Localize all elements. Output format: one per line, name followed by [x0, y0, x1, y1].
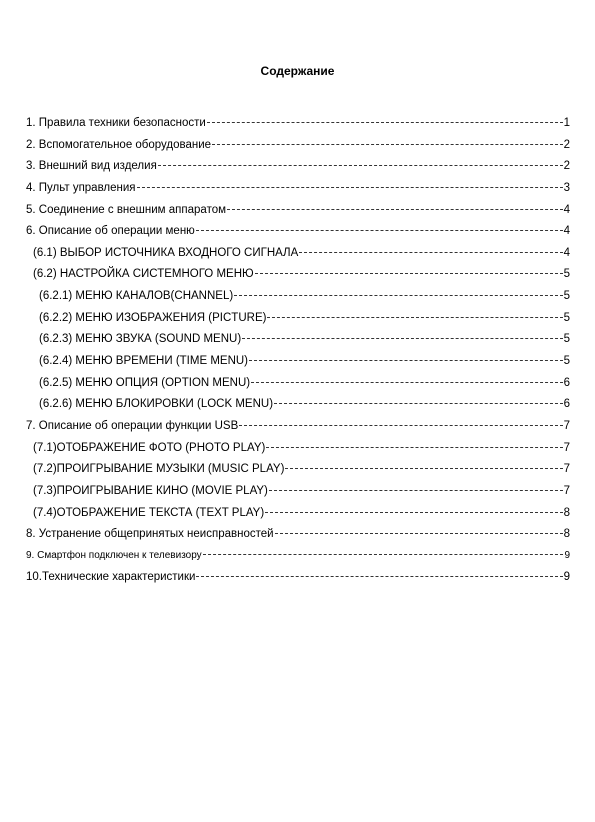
toc-entry[interactable]	[26, 181, 570, 203]
toc-entry[interactable]	[26, 224, 570, 246]
toc-entry-label: 1. Правила техники безопасности	[26, 117, 206, 129]
toc-leader-line	[275, 533, 563, 534]
toc-entry-page-number: 4	[563, 203, 570, 216]
toc-entry-page-number: 5	[563, 268, 570, 281]
toc-entry-page-number: 5	[563, 290, 570, 303]
toc-entry-page-number: 2	[563, 160, 570, 173]
toc-entry-label: 10.Технические характеристики	[26, 571, 196, 584]
toc-entry-page-number: 9	[564, 549, 570, 561]
toc-entry-page-number: 8	[563, 528, 570, 541]
toc-leader-line	[196, 576, 562, 577]
toc-entry[interactable]	[26, 116, 570, 138]
toc-leader-line	[299, 252, 562, 253]
toc-entry-label: 6. Описание об операции меню	[26, 225, 195, 238]
toc-leader-line	[203, 554, 563, 555]
toc-entry-page-number: 8	[563, 506, 570, 519]
toc-leader-line	[255, 273, 563, 274]
toc-leader-line	[239, 425, 562, 426]
toc-leader-line	[251, 382, 563, 383]
toc-entry-label: 5. Соединение с внешним аппаратом	[26, 203, 227, 216]
toc-entry-label: 7. Описание об операции функции USB	[26, 419, 239, 432]
toc-entry-page-number: 5	[563, 333, 570, 346]
toc-entry-page-number: 7	[563, 441, 570, 454]
toc-leader-line	[234, 295, 562, 296]
toc-entry-label: 8. Устранение общепринятых неисправностей	[26, 528, 274, 541]
toc-entry[interactable]	[26, 484, 570, 506]
toc-leader-line	[274, 403, 563, 404]
toc-leader-line	[265, 512, 562, 513]
toc-entry[interactable]	[26, 203, 570, 225]
toc-entry[interactable]	[26, 506, 570, 528]
toc-entry-label: (7.4)ОТОБРАЖЕНИЕ ТЕКСТА (TEXT PLAY)	[33, 506, 265, 519]
toc-entry-label: (6.2) НАСТРОЙКА СИСТЕМНОГО МЕНЮ	[33, 268, 254, 281]
toc-entry-page-number: 7	[563, 463, 570, 476]
toc-entry-label: (7.2)ПРОИГРЫВАНИЕ МУЗЫКИ (MUSIC PLAY)	[33, 463, 285, 476]
toc-entry[interactable]	[26, 332, 570, 354]
toc-entry-page-number: 3	[563, 181, 570, 194]
toc-leader-line	[207, 122, 563, 123]
toc-entry[interactable]	[26, 397, 570, 419]
toc-entry-label: 9. Смартфон подключен к телевизору	[26, 549, 202, 561]
toc-leader-line	[267, 317, 562, 318]
toc-entry-label: (6.1) ВЫБОР ИСТОЧНИКА ВХОДНОГО СИГНАЛА	[33, 246, 299, 259]
toc-entry-label: (6.2.6) МЕНЮ БЛОКИРОВКИ (LOCK MENU)	[39, 398, 274, 411]
toc-entry[interactable]	[26, 138, 570, 160]
page-title: Содержание	[260, 64, 335, 78]
toc-entry-label: (6.2.2) МЕНЮ ИЗОБРАЖЕНИЯ (PICTURE)	[39, 311, 267, 324]
toc-entry-label: (6.2.4) МЕНЮ ВРЕМЕНИ (TIME MENU)	[39, 355, 249, 368]
toc-leader-line	[212, 144, 563, 145]
toc-entry[interactable]	[26, 246, 570, 268]
toc-entry-label: 3. Внешний вид изделия	[26, 160, 157, 173]
toc-entry[interactable]	[26, 549, 570, 571]
toc-entry[interactable]	[26, 462, 570, 484]
toc-entry-label: (6.2.1) МЕНЮ КАНАЛОВ(CHANNEL)	[39, 290, 234, 303]
toc-leader-line	[227, 209, 563, 210]
toc-entry-page-number: 4	[563, 225, 570, 238]
toc-entry-label: (6.2.3) МЕНЮ ЗВУКА (SOUND MENU)	[39, 333, 242, 346]
toc-entry[interactable]	[26, 376, 570, 398]
toc-entry-page-number: 6	[563, 376, 570, 389]
toc-entry-page-number: 6	[563, 398, 570, 411]
toc-entry-page-number: 5	[563, 355, 570, 368]
toc-entry-label: 4. Пульт управления	[26, 181, 136, 194]
toc-entry[interactable]	[26, 267, 570, 289]
toc-entry[interactable]	[26, 311, 570, 333]
toc-entry-page-number: 1	[563, 117, 570, 129]
toc-entry[interactable]	[26, 289, 570, 311]
toc-entry[interactable]	[26, 570, 570, 592]
toc-entry-page-number: 7	[563, 484, 570, 497]
toc-entry-page-number: 4	[563, 246, 570, 259]
toc-entry-label: (7.1)ОТОБРАЖЕНИЕ ФОТО (PHOTO PLAY)	[33, 441, 266, 454]
toc-entry-page-number: 7	[563, 419, 570, 432]
toc-entry-label: 2. Вспомогательное оборудование	[26, 138, 212, 151]
toc-entry-page-number: 2	[563, 138, 570, 151]
toc-entry-label: (7.3)ПРОИГРЫВАНИЕ КИНО (MOVIE PLAY)	[33, 484, 268, 497]
toc-leader-line	[242, 338, 562, 339]
toc-entry[interactable]	[26, 419, 570, 441]
toc-entry[interactable]	[26, 159, 570, 181]
toc-entry-page-number: 5	[563, 311, 570, 324]
toc-leader-line	[249, 360, 563, 361]
toc-entry-page-number: 9	[563, 571, 570, 584]
table-of-contents	[26, 116, 570, 592]
toc-entry[interactable]	[26, 527, 570, 549]
toc-leader-line	[266, 447, 562, 448]
toc-entry-label: (6.2.5) МЕНЮ ОПЦИЯ (OPTION MENU)	[39, 376, 251, 389]
toc-leader-line	[196, 230, 563, 231]
toc-leader-line	[285, 468, 562, 469]
toc-leader-line	[269, 490, 563, 491]
toc-leader-line	[158, 165, 563, 166]
toc-leader-line	[137, 187, 563, 188]
toc-entry[interactable]	[26, 441, 570, 463]
toc-entry[interactable]	[26, 354, 570, 376]
